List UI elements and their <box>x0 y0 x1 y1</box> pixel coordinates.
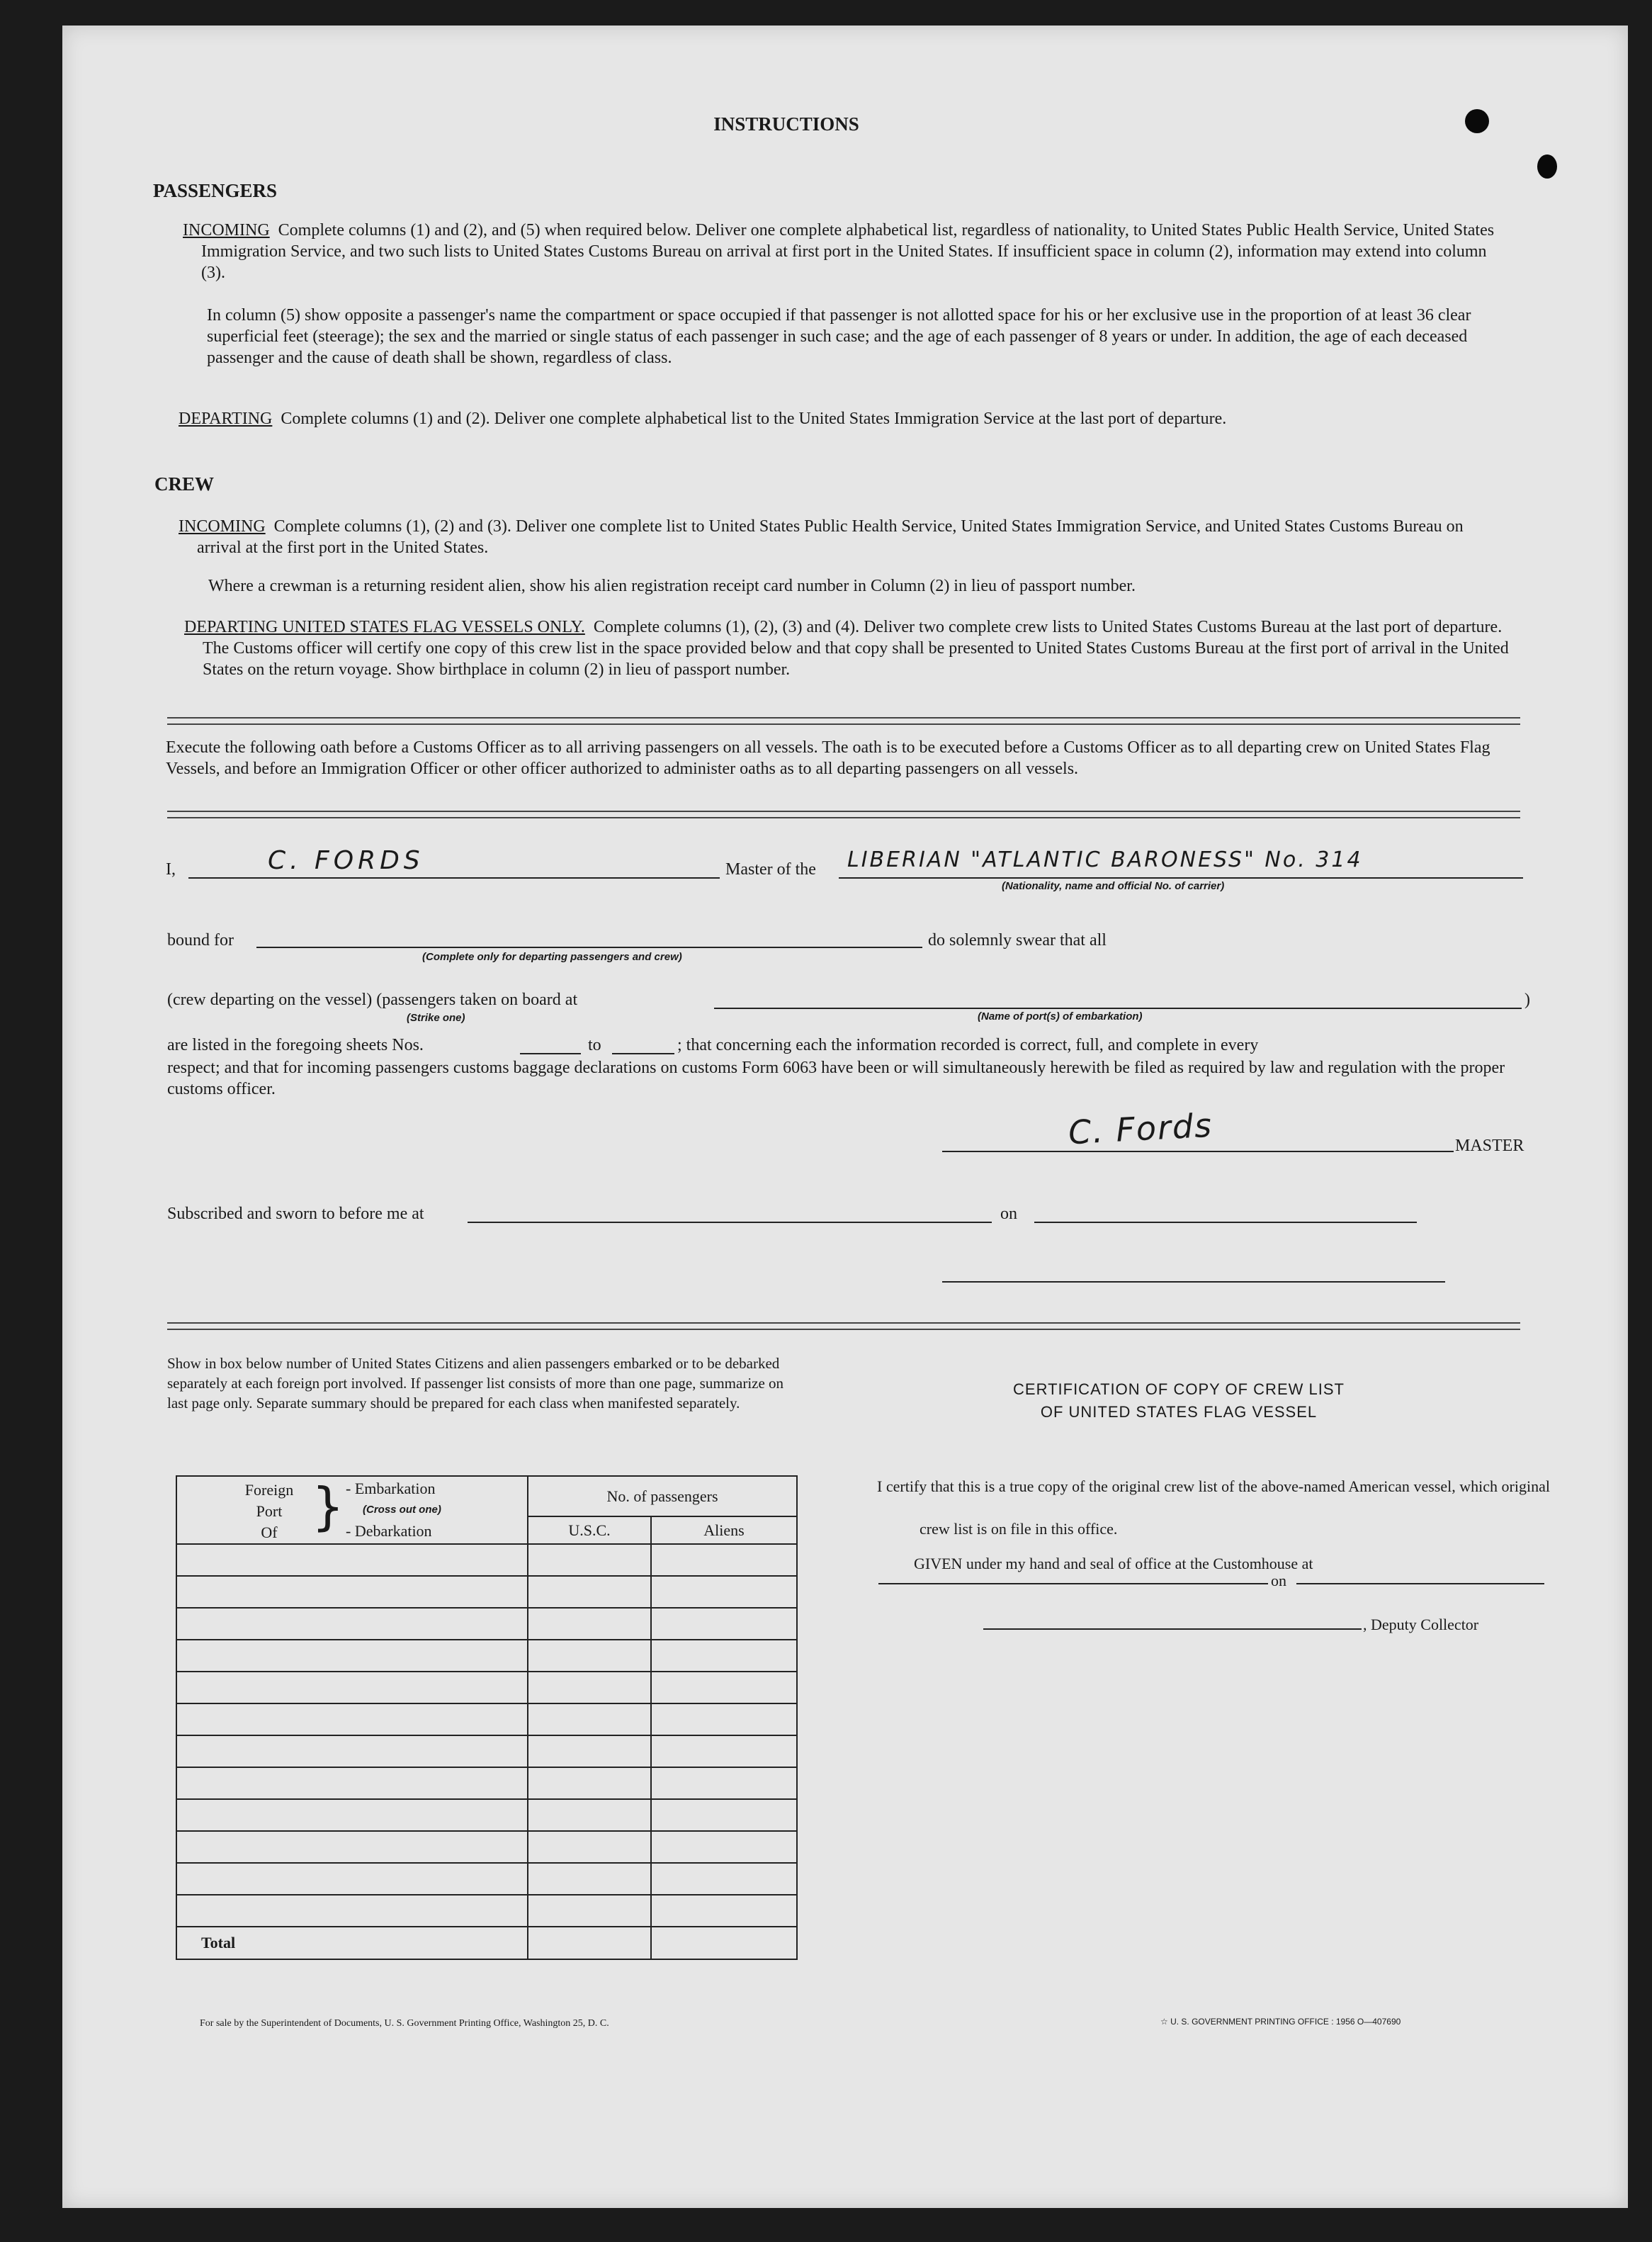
port-embarkation-field[interactable] <box>714 1008 1522 1009</box>
total-usc-cell[interactable] <box>528 1927 651 1959</box>
aliens-cell[interactable] <box>651 1863 797 1895</box>
embarkation-option[interactable]: - Embarkation <box>346 1480 436 1497</box>
no-of-passengers-header: No. of passengers <box>528 1476 797 1516</box>
port-cell[interactable] <box>176 1895 528 1927</box>
crew-incoming-text: Complete columns (1), (2) and (3). Deliver one complete list to United States Public Health Service, United States Immigration Service, and United States Customs Bureau on arrival at the first port in the United States. <box>197 517 1464 557</box>
usc-header: U.S.C. <box>528 1516 651 1544</box>
aliens-header: Aliens <box>651 1516 797 1544</box>
usc-cell[interactable] <box>528 1863 651 1895</box>
aliens-cell[interactable] <box>651 1672 797 1703</box>
port-cell[interactable] <box>176 1703 528 1735</box>
listed-text-2: ; that concerning each the information recorded is correct, full, and complete in every <box>677 1036 1259 1054</box>
aliens-cell[interactable] <box>651 1895 797 1927</box>
customhouse-field[interactable] <box>878 1583 1268 1584</box>
departing-label: DEPARTING <box>179 410 273 428</box>
aliens-cell[interactable] <box>651 1703 797 1735</box>
aliens-cell[interactable] <box>651 1608 797 1640</box>
aliens-cell[interactable] <box>651 1831 797 1863</box>
aliens-cell[interactable] <box>651 1799 797 1831</box>
passengers-column5: In column (5) show opposite a passenger's name the compartment or space occupied if that passenger is not allotted space for his or her exclusive use in the proportion of at least 36 clear superficial feet (steerage); the sex and the married or single status of each passenger in such case; and the age of each passenger of 8 years or under. In addition, the age of each deceased passenger and the cause of death shall be shown, regardless of class. <box>207 306 1471 367</box>
cross-out-caption: (Cross out one) <box>363 1504 441 1516</box>
punch-hole <box>1537 154 1557 179</box>
total-aliens-cell[interactable] <box>651 1927 797 1959</box>
usc-cell[interactable] <box>528 1640 651 1672</box>
usc-cell[interactable] <box>528 1735 651 1767</box>
close-paren: ) <box>1524 991 1530 1009</box>
usc-cell[interactable] <box>528 1895 651 1927</box>
usc-cell[interactable] <box>528 1767 651 1799</box>
summary-row <box>176 1703 797 1735</box>
passenger-summary-table <box>176 1475 798 1960</box>
summary-row <box>176 1831 797 1863</box>
crew-resident-alien: Where a crewman is a returning resident alien, show his alien registration receipt card number in Column (2) in lieu of passport number. <box>208 577 1136 595</box>
crew-departing <box>184 616 1512 680</box>
port-cell[interactable] <box>176 1672 528 1703</box>
aliens-cell[interactable] <box>651 1544 797 1576</box>
master-of-label: Master of the <box>725 860 816 879</box>
given-text: GIVEN under my hand and seal of office at the Customhouse at <box>914 1555 1313 1572</box>
master-name-value: C. FORDS <box>268 846 424 875</box>
incoming-text: Complete columns (1) and (2), and (5) when required below. Deliver one complete alphabetical list, regardless of nationality, to United States Public Health Service, United States Immigration Service, and two such lists to United States Customs Bureau on arrival at first port in the United States. If insufficient space in column (2), information may extend into column (3). <box>201 221 1495 282</box>
footer-right: ☆ U. S. GOVERNMENT PRINTING OFFICE : 1956 O—407690 <box>1160 2017 1401 2027</box>
certify-text: I certify that this is a true copy of the original crew list of the above-named American vessel, which original crew list is on file in this office. <box>877 1477 1550 1538</box>
summary-row <box>176 1799 797 1831</box>
summary-row <box>176 1735 797 1767</box>
deputy-collector-label: , Deputy Collector <box>1363 1616 1479 1633</box>
port-cell[interactable] <box>176 1735 528 1767</box>
deputy-collector-field[interactable] <box>983 1628 1362 1630</box>
summary-row <box>176 1544 797 1576</box>
port-header-cell <box>176 1476 528 1544</box>
strike-caption: (Strike one) <box>407 1012 465 1024</box>
subscribed-date-field[interactable] <box>1034 1222 1417 1223</box>
total-label: Total <box>176 1927 528 1959</box>
passengers-incoming <box>183 220 1512 283</box>
bound-for-field[interactable] <box>256 947 922 948</box>
summary-row <box>176 1863 797 1895</box>
usc-cell[interactable] <box>528 1608 651 1640</box>
port-cell[interactable] <box>176 1799 528 1831</box>
port-cell[interactable] <box>176 1576 528 1608</box>
oath-intro: Execute the following oath before a Customs Officer as to all arriving passengers on all vessels. The oath is to be executed before a Customs Officer as to all departing crew on United States Flag Vessels, and before an Immigration Officer or other officer authorized to administer oaths as to all departing passengers on all vessels. <box>166 738 1490 778</box>
officer-signature-field[interactable] <box>942 1281 1445 1283</box>
swear-text: do solemnly swear that all <box>928 931 1107 950</box>
summary-row <box>176 1640 797 1672</box>
aliens-cell[interactable] <box>651 1640 797 1672</box>
master-signature-field[interactable] <box>942 1151 1454 1152</box>
summary-row <box>176 1608 797 1640</box>
usc-cell[interactable] <box>528 1544 651 1576</box>
master-signature: C. Fords <box>1067 1105 1214 1152</box>
of-label: Of <box>261 1523 278 1541</box>
port-cell[interactable] <box>176 1863 528 1895</box>
certification-on-label: on <box>1271 1572 1286 1589</box>
incoming-label: INCOMING <box>183 221 270 240</box>
subscribed-on-label: on <box>1000 1205 1017 1223</box>
aliens-cell[interactable] <box>651 1735 797 1767</box>
brace-icon: } <box>312 1477 344 1536</box>
usc-cell[interactable] <box>528 1703 651 1735</box>
listed-to: to <box>588 1036 601 1054</box>
departing-text: Complete columns (1) and (2). Deliver one complete alphabetical list to the United States Immigration Service at the last port of departure. <box>281 410 1227 428</box>
certification-date-field[interactable] <box>1296 1583 1544 1584</box>
passengers-departing <box>179 408 1512 429</box>
summary-row <box>176 1767 797 1799</box>
summary-row <box>176 1895 797 1927</box>
summary-rows <box>176 1544 797 1927</box>
master-label: MASTER <box>1455 1137 1524 1155</box>
respect-text: respect; and that for incoming passengers customs baggage declarations on customs Form 6063 have been or will simultaneously herewith be filed as required by law and regulation with the proper customs officer. <box>167 1059 1505 1098</box>
foreign-label: Foreign <box>244 1481 294 1499</box>
passengers-heading: PASSENGERS <box>153 180 278 201</box>
master-name-field[interactable] <box>188 877 720 879</box>
vessel-field[interactable] <box>839 877 1523 879</box>
crew-incoming-label: INCOMING <box>179 517 266 536</box>
summary-text: Show in box below number of United States Citizens and alien passengers embarked or to be debarked separately at each foreign port involved. If passenger list consists of more than one page, summarize on last page only. Separate summary should be prepared for each class when manifested separately. <box>167 1355 784 1412</box>
double-rule <box>167 1322 1520 1330</box>
vessel-value: LIBERIAN "ATLANTIC BARONESS" No. 314 <box>847 847 1363 872</box>
crew-incoming <box>179 516 1512 558</box>
sheet-to-field[interactable] <box>612 1053 674 1054</box>
vessel-caption: (Nationality, name and official No. of carrier) <box>1002 880 1225 892</box>
bound-for-caption: (Complete only for departing passengers and crew) <box>422 951 682 963</box>
bound-for-label: bound for <box>167 931 234 950</box>
port-cell[interactable] <box>176 1831 528 1863</box>
summary-row <box>176 1672 797 1703</box>
crew-departing-label: DEPARTING UNITED STATES FLAG VESSELS ONLY. <box>184 618 585 636</box>
certification-title-2: OF UNITED STATES FLAG VESSEL <box>1040 1403 1318 1421</box>
listed-text-1: are listed in the foregoing sheets Nos. <box>167 1036 424 1054</box>
page-title: INSTRUCTIONS <box>713 113 859 135</box>
aliens-cell[interactable] <box>651 1767 797 1799</box>
double-rule <box>167 717 1520 725</box>
summary-row <box>176 1576 797 1608</box>
ports-caption: (Name of port(s) of embarkation) <box>978 1010 1143 1023</box>
usc-cell[interactable] <box>528 1576 651 1608</box>
crew-heading: CREW <box>154 473 215 495</box>
footer-left: For sale by the Superintendent of Documents, U. S. Government Printing Office, Washington 25, D. C. <box>200 2018 609 2029</box>
double-rule <box>167 811 1520 818</box>
usc-cell[interactable] <box>528 1799 651 1831</box>
port-label: Port <box>256 1502 283 1520</box>
port-cell[interactable] <box>176 1640 528 1672</box>
crew-departing-text: Complete columns (1), (2), (3) and (4). Deliver two complete crew lists to United States Customs Bureau at the last port of departure. The Customs officer will certify one copy of this crew list in the space provided below and that copy shall be presented to United States Customs Bureau at the first port of arrival in the United States on the return voyage. Show birthplace in column (2) in lieu of passport number. <box>203 618 1509 679</box>
port-cell[interactable] <box>176 1608 528 1640</box>
debarkation-option[interactable]: - Debarkation <box>346 1522 432 1540</box>
subscribed-place-field[interactable] <box>468 1222 992 1223</box>
usc-cell[interactable] <box>528 1672 651 1703</box>
aliens-cell[interactable] <box>651 1576 797 1608</box>
usc-cell[interactable] <box>528 1831 651 1863</box>
port-cell[interactable] <box>176 1544 528 1576</box>
port-cell[interactable] <box>176 1767 528 1799</box>
subscribed-label: Subscribed and sworn to before me at <box>167 1205 424 1223</box>
crew-departing-text: (crew departing on the vessel) (passengers taken on board at <box>167 991 578 1009</box>
form-sheet <box>62 26 1628 2208</box>
sheet-from-field[interactable] <box>520 1053 581 1054</box>
oath-i-label: I, <box>166 860 176 879</box>
certification-title-1: CERTIFICATION OF COPY OF CREW LIST <box>1013 1380 1345 1398</box>
